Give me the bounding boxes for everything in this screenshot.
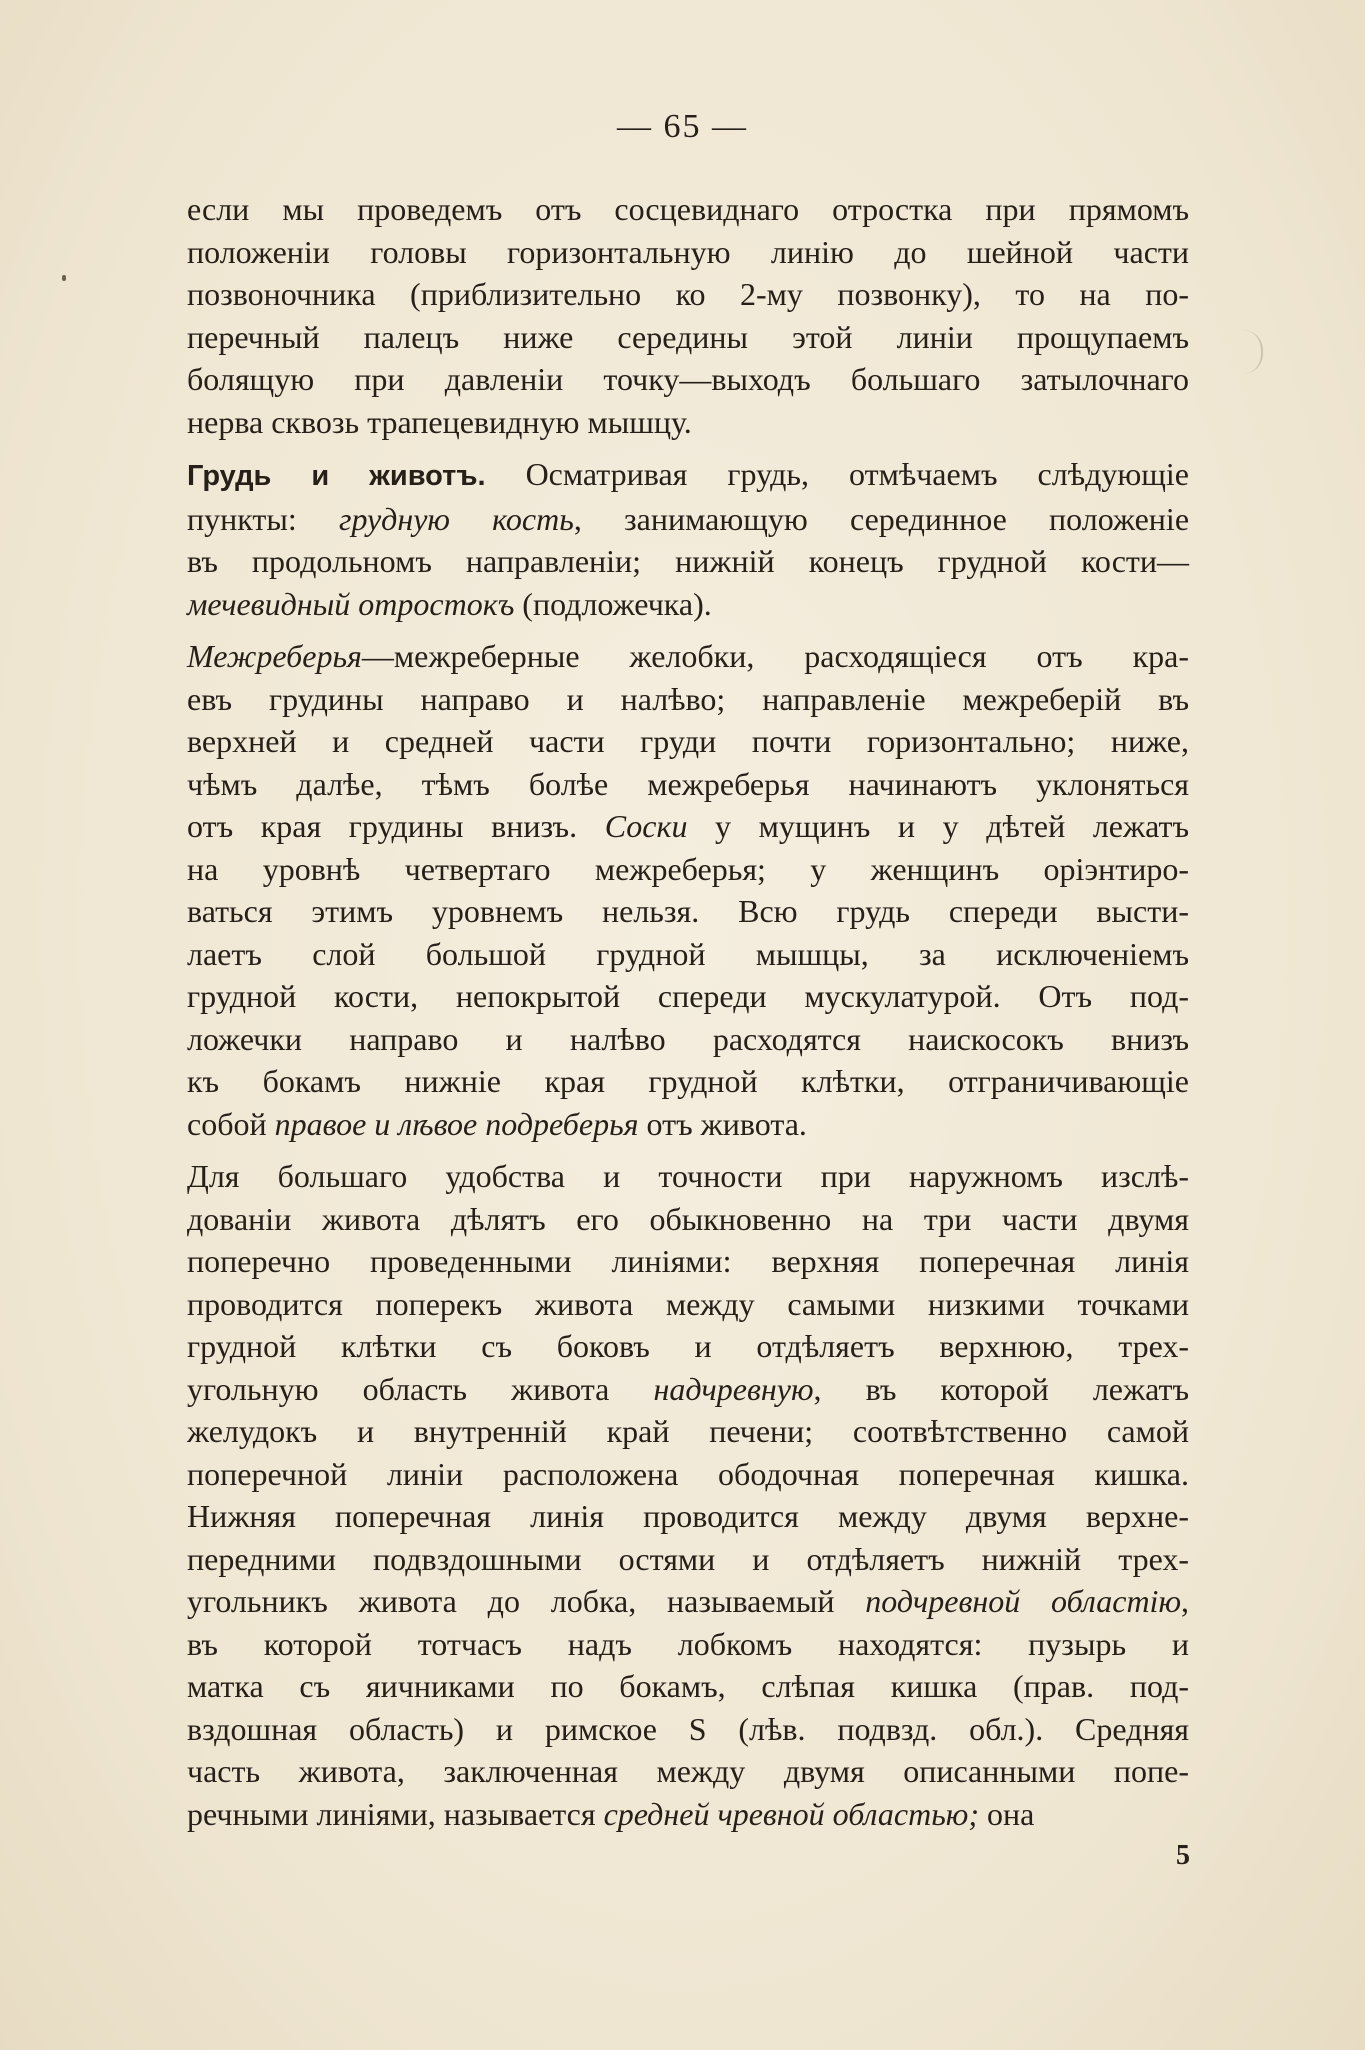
italic-term: подчревной областiю xyxy=(865,1583,1181,1619)
text-run: речными линiями, называется xyxy=(187,1795,604,1832)
text-run: вздошная область) и римское S (лѣв. подвзд. обл.). Средняя xyxy=(187,1710,1189,1747)
text-line xyxy=(187,1453,1189,1496)
paragraph-1 xyxy=(187,188,1189,443)
text-run: Нижняя поперечная линiя проводится между двумя верхне- xyxy=(187,1498,1189,1534)
text-run: если мы проведемъ отъ сосцевиднаго отростка при прямомъ xyxy=(187,191,1189,227)
section-heading: Грудь и животъ. xyxy=(187,460,486,492)
text-line xyxy=(187,1018,1189,1061)
text-line xyxy=(187,358,1189,401)
signature-mark: 5 xyxy=(1176,1840,1190,1871)
text-run: къ бокамъ нижнiе края грудной клѣтки, отграничивающiе xyxy=(187,1063,1189,1099)
text-line xyxy=(187,933,1189,976)
italic-term: средней чревной областью; xyxy=(603,1795,979,1832)
text-line xyxy=(187,1368,1189,1411)
text-run: (подложечка). xyxy=(514,585,712,622)
text-run: желудокъ и внутреннiй край печени; соотвѣтственно самой xyxy=(187,1413,1189,1449)
text-run: ложечки направо и налѣво расходятся наискосокъ внизъ xyxy=(187,1020,1189,1057)
text-run: отъ края грудины внизъ. xyxy=(187,808,605,844)
text-run: ваться этимъ уровнемъ нельзя. Всю грудь спереди высти- xyxy=(187,893,1189,929)
italic-term: мечевидный отростокъ xyxy=(187,585,515,622)
text-line xyxy=(187,635,1189,678)
italic-term: Межреберья xyxy=(187,638,362,674)
text-line xyxy=(187,1240,1189,1283)
text-run: перечный палецъ ниже середины этой линiи прощупаемъ xyxy=(187,318,1189,355)
text-run: угольную область живота xyxy=(187,1370,654,1407)
italic-term: грудную кость xyxy=(338,500,574,537)
text-line xyxy=(187,1750,1189,1793)
italic-term: Соски xyxy=(604,808,688,844)
text-run: собой xyxy=(187,1105,275,1142)
text-line xyxy=(187,1623,1189,1666)
text-run: угольникъ живота до лобка, называемый xyxy=(187,1583,866,1619)
text-line xyxy=(187,678,1189,721)
text-line xyxy=(187,1665,1189,1708)
text-line xyxy=(187,188,1189,231)
text-run: она xyxy=(978,1795,1035,1832)
text-run: Осматривая грудь, отмѣчаемъ слѣдующiе xyxy=(485,456,1190,492)
text-line xyxy=(187,498,1189,541)
text-run: передними подвздошными остями и отдѣляетъ нижнiй трех- xyxy=(187,1540,1189,1577)
text-line xyxy=(187,1155,1189,1198)
text-run: , занимающую серединное положенiе xyxy=(573,500,1190,537)
text-line xyxy=(187,975,1189,1018)
text-line xyxy=(187,316,1189,359)
text-run: Для большаго удобства и точности при наружномъ изслѣ- xyxy=(187,1158,1189,1194)
text-run: грудной клѣтки съ боковъ и отдѣляетъ верхнюю, трех- xyxy=(187,1328,1189,1364)
text-line xyxy=(187,453,1189,498)
text-line xyxy=(187,805,1189,848)
text-run: проводится поперекъ живота между самыми низкими точками xyxy=(187,1285,1189,1322)
text-run: грудной кости, непокрытой спереди мускулатурой. Отъ под- xyxy=(187,978,1189,1014)
page-number: — 65 — xyxy=(617,108,748,145)
text-run: въ продольномъ направленiи; нижнiй конецъ грудной кости— xyxy=(187,543,1189,579)
text-line xyxy=(187,273,1189,316)
text-line xyxy=(187,1283,1189,1326)
text-line xyxy=(187,848,1189,891)
text-run: —межреберные желобки, расходящiеся отъ кра- xyxy=(361,638,1189,674)
text-run: поперечной линiи расположена ободочная поперечная кишка. xyxy=(187,1455,1189,1492)
text-run: отъ живота. xyxy=(638,1105,807,1142)
text-run: , xyxy=(1181,1583,1189,1619)
text-line xyxy=(187,540,1189,583)
text-run: болящую при давленiи точку—выходъ большаго затылочнаго xyxy=(187,361,1189,397)
text-run: пункты: xyxy=(187,500,339,537)
text-run: лаетъ слой большой грудной мышцы, за исключенiемъ xyxy=(187,935,1189,972)
text-line xyxy=(187,1793,1189,1836)
paragraph-2 xyxy=(187,453,1189,625)
text-line xyxy=(187,1198,1189,1241)
text-line xyxy=(187,720,1189,763)
text-run: у мущинъ и у дѣтей лежатъ xyxy=(687,808,1190,844)
text-run: часть живота, заключенная между двумя описанными попе- xyxy=(187,1753,1189,1789)
text-run: , въ которой лежатъ xyxy=(813,1370,1190,1407)
text-run: евъ грудины направо и налѣво; направленiе межреберiй въ xyxy=(187,680,1189,717)
text-line xyxy=(187,1708,1189,1751)
text-run: поперечно проведенными линiями: верхняя поперечная линiя xyxy=(187,1243,1189,1279)
text-run: въ которой тотчасъ надъ лобкомъ находятся: пузырь и xyxy=(187,1625,1189,1662)
text-run: нерва сквозь трапецевидную мышцу. xyxy=(187,403,692,440)
text-line xyxy=(187,401,1189,444)
margin-pencil-mark xyxy=(1243,330,1263,374)
italic-term: надчревную xyxy=(653,1370,814,1407)
text-line xyxy=(187,890,1189,933)
paragraph-3 xyxy=(187,635,1189,1145)
text-line xyxy=(187,1325,1189,1368)
margin-speck xyxy=(62,275,66,281)
text-run: дованiи живота дѣлятъ его обыкновенно на три части двумя xyxy=(187,1200,1189,1237)
text-run: положенiи головы горизонтальную линiю до шейной части xyxy=(187,233,1189,270)
body-text xyxy=(187,188,1189,1838)
paragraph-4 xyxy=(187,1155,1189,1835)
text-line xyxy=(187,583,1189,626)
text-run: верхней и средней части груди почти горизонтально; ниже, xyxy=(187,723,1189,759)
text-run: чѣмъ далѣе, тѣмъ болѣе межреберья начинаютъ уклоняться xyxy=(187,765,1189,802)
text-line xyxy=(187,763,1189,806)
text-line xyxy=(187,231,1189,274)
text-run: на уровнѣ четвертаго межреберья; у женщинъ орiэнтиро- xyxy=(187,850,1189,887)
text-run: матка съ яичниками по бокамъ, слѣпая кишка (прав. под- xyxy=(187,1668,1189,1704)
text-run: позвоночника (приблизительно ко 2-му позвонку), то на по- xyxy=(187,276,1189,312)
text-line xyxy=(187,1538,1189,1581)
text-line xyxy=(187,1410,1189,1453)
italic-term: правое и лѣвое подреберья xyxy=(274,1105,639,1142)
text-line xyxy=(187,1580,1189,1623)
text-line xyxy=(187,1103,1189,1146)
text-line xyxy=(187,1060,1189,1103)
text-line xyxy=(187,1495,1189,1538)
